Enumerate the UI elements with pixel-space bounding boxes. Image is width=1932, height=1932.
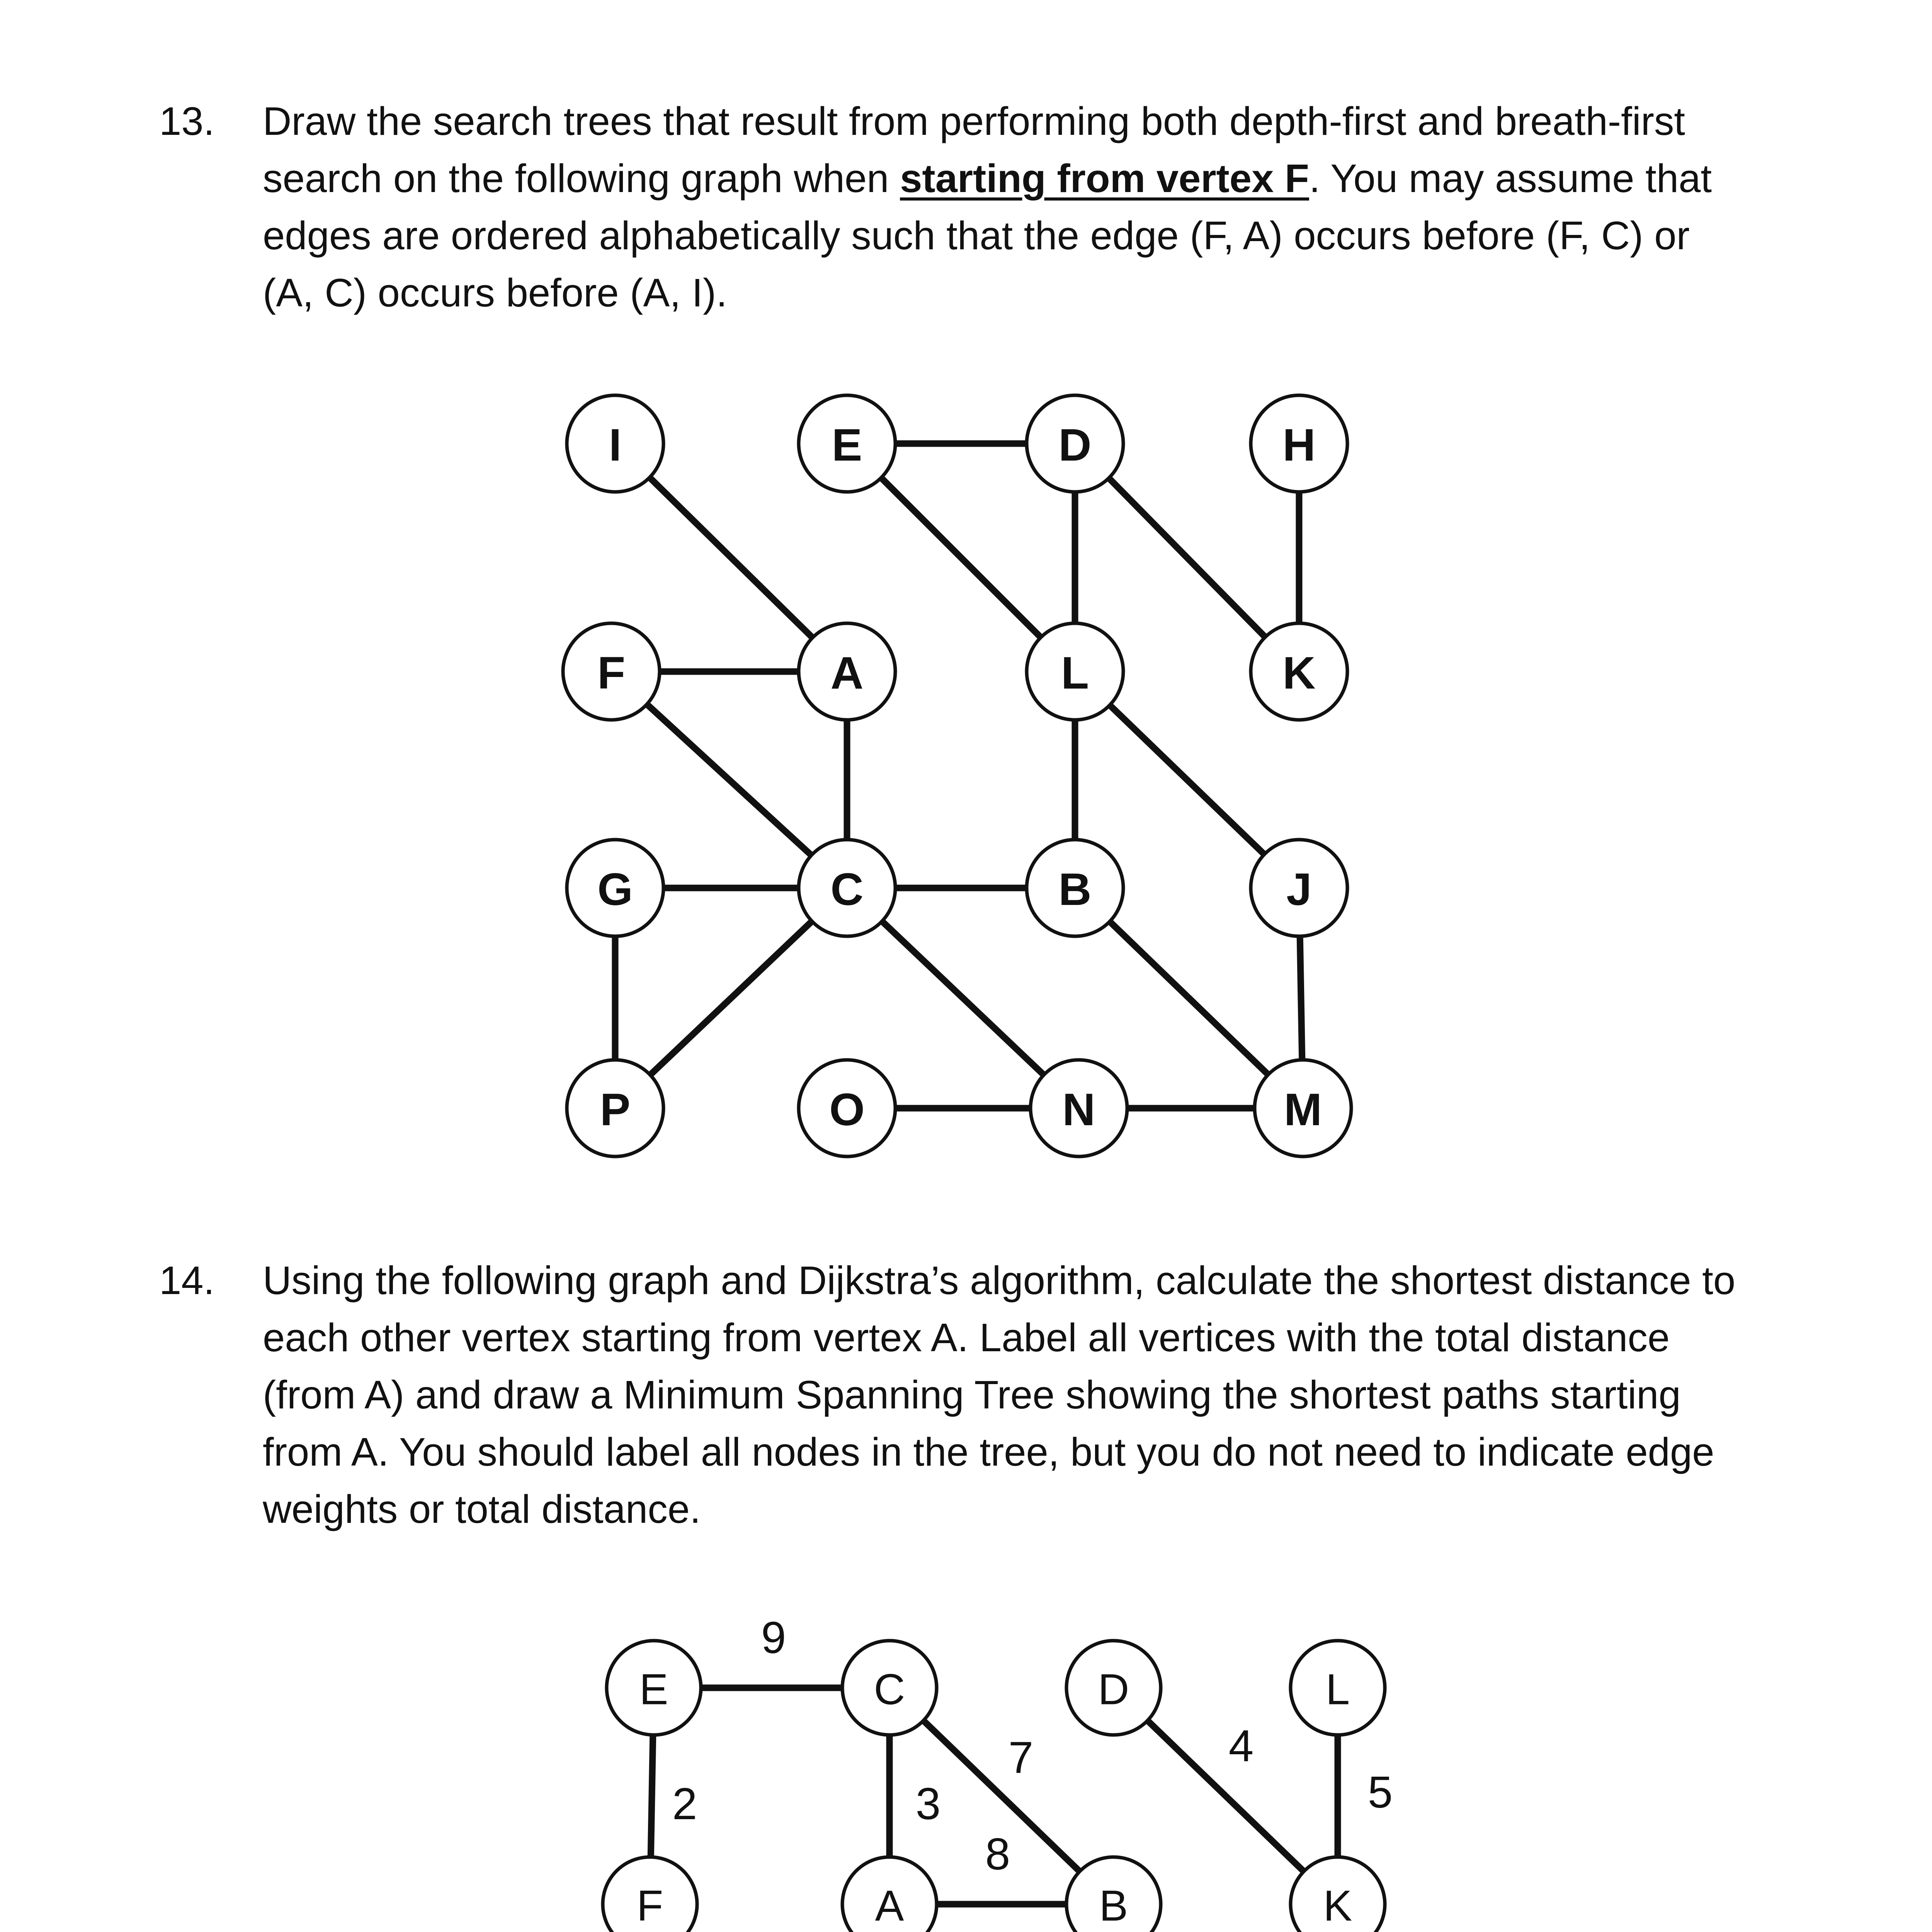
graph-14-weight-l-k: 5	[1367, 1767, 1393, 1817]
graph-14-weight-e-f: 2	[672, 1779, 697, 1829]
graph-13-node-o	[799, 1060, 895, 1156]
graph-13-node-label: E	[832, 420, 862, 471]
graph-13-node-label: P	[600, 1084, 631, 1135]
graph-13-node-label: I	[609, 420, 622, 471]
graph-13-node-label: G	[597, 864, 633, 915]
question-14	[159, 1252, 1747, 1538]
graph-14-weight-d-k: 4	[1228, 1721, 1254, 1771]
graph-14-node-label: F	[636, 1881, 663, 1930]
graph-14-node-label: K	[1323, 1881, 1352, 1930]
graph-13-node-label: O	[829, 1084, 865, 1135]
graph-13	[0, 410, 1391, 1182]
graph-13-edges	[611, 444, 1303, 1108]
graph-13-node-n	[1031, 1060, 1127, 1156]
question-13-text-after: . You may assume that edges are ordered alphabetically such that the edge (F, A) occurs before (F, C) or (A, C) occurs before (A, I).	[263, 156, 1712, 315]
graph-14-node-label: E	[639, 1665, 668, 1714]
graph-13-node-k	[1251, 623, 1347, 720]
graph-14-weight-c-b: 7	[1008, 1732, 1034, 1782]
graph-13-node-label: M	[1284, 1084, 1322, 1135]
graph-14-weights	[672, 1612, 1393, 1932]
graph-14-node-label: B	[1099, 1881, 1128, 1930]
graph-13-node-label: J	[1286, 864, 1312, 915]
graph-13-node-p	[567, 1060, 663, 1156]
graph-14-node-e	[607, 1641, 701, 1735]
graph-14-node-l	[1291, 1641, 1385, 1735]
graph-13-node-b	[1027, 840, 1123, 936]
graph-14-weight-c-a: 3	[915, 1779, 941, 1829]
question-14-text: Using the following graph and Dijkstra’s algorithm, calculate the shortest distance to each other vertex starting from vertex A. Label all vertices with the total distance (from A) and draw a Minimum Spanning Tree showing the shortest paths starting from A. You should label all nodes in the tree, but you do not need to indicate edge weights or total distance.	[263, 1258, 1736, 1531]
graph-13-node-c	[799, 840, 895, 936]
graph-13-node-label: N	[1062, 1084, 1095, 1135]
graph-14-weight-a-b: 8	[985, 1829, 1010, 1879]
graph-13-node-a	[799, 623, 895, 720]
graph-14-node-f	[603, 1857, 697, 1932]
graph-13-node-label: H	[1282, 420, 1316, 471]
question-13	[159, 93, 1747, 321]
graph-13-node-label: D	[1058, 420, 1092, 471]
question-13-text	[263, 93, 1747, 321]
graph-13-node-l	[1027, 623, 1123, 720]
graph-14-node-c	[842, 1641, 937, 1735]
graph-14-node-k	[1291, 1857, 1385, 1932]
graph-13-node-j	[1251, 840, 1347, 936]
graph-13-node-f	[563, 623, 660, 720]
graph-13-node-label: A	[830, 648, 864, 699]
graph-14-node-b	[1066, 1857, 1161, 1932]
graph-14-node-d	[1066, 1641, 1161, 1735]
graph-13-node-label: L	[1061, 648, 1089, 699]
graph-13-node-label: B	[1058, 864, 1092, 915]
graph-13-node-i	[567, 395, 663, 492]
question-13-text-before: Draw the search trees that result from performing both depth-first and breath-first search on the following graph when	[263, 99, 1685, 201]
graph-14-node-label: L	[1325, 1665, 1350, 1714]
graph-13-node-label: F	[597, 648, 626, 699]
graph-13-node-d	[1027, 395, 1123, 492]
graph-14-node-a	[842, 1857, 937, 1932]
graph-14-node-label: C	[874, 1665, 905, 1714]
graph-13-node-h	[1251, 395, 1347, 492]
graph-14-weight-e-c: 9	[761, 1612, 786, 1663]
graph-13-node-e	[799, 395, 895, 492]
graph-14	[0, 1604, 1430, 1932]
graph-14-node-label: D	[1098, 1665, 1129, 1714]
question-13-emphasis: starting from vertex F	[900, 156, 1309, 201]
graph-13-node-m	[1255, 1060, 1351, 1156]
question-13-number: 13.	[159, 99, 215, 143]
graph-13-node-label: K	[1282, 648, 1316, 699]
graph-14-node-label: A	[875, 1881, 904, 1930]
graph-13-node-label: C	[830, 864, 864, 915]
graph-13-node-g	[567, 840, 663, 936]
question-14-number: 14.	[159, 1258, 215, 1303]
